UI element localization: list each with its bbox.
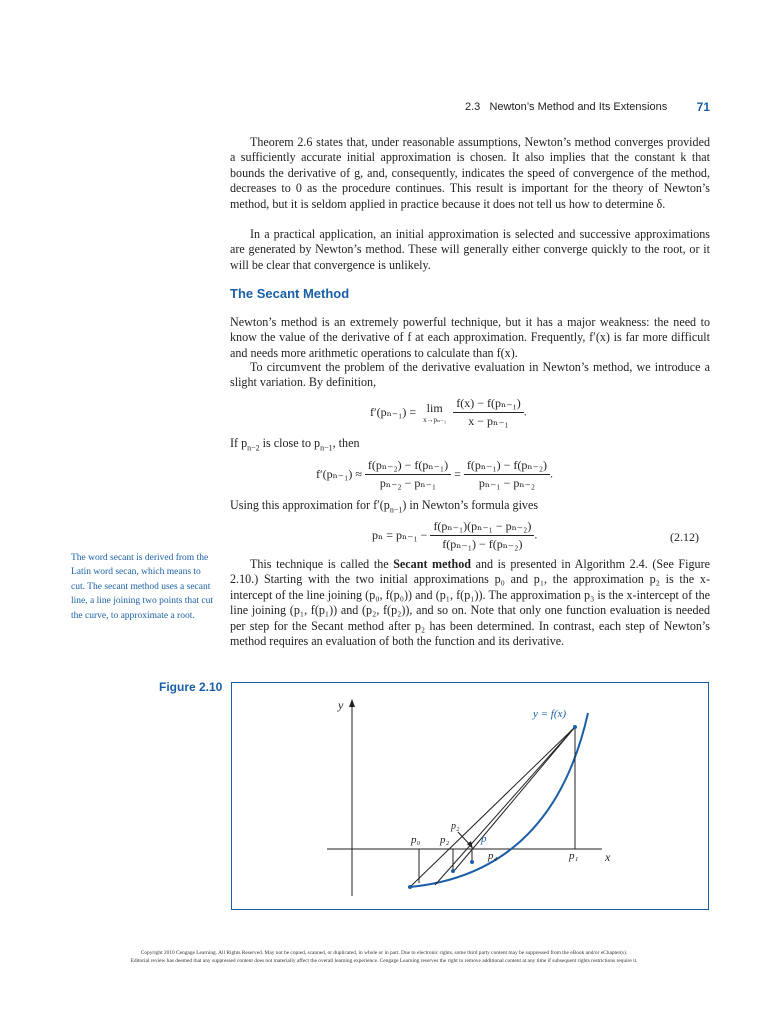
copyright-footer [40,949,728,965]
equation-secant-formula: pₙ = pₙ₋₁ − $\frac{\text{f(pₙ₋₁)(pₙ₋₁ − pₙ₋₂)}}{\text{f(pₙ₋₁) − f(pₙ₋₂)}}$ . [372,519,538,551]
point-f-p0 [408,885,412,889]
margin-note: The word secant is derived from the Latin word secan, which means to cut. The secant method uses a secant line, a line joining two points that cut the curve, to approximate a root. [71,553,213,621]
label-p0: p₀ [411,834,421,846]
label-p1: p₁ [569,850,579,862]
label-p3: p [481,833,487,845]
paragraph-circumvent: To circumvent the problem of the derivative evaluation in Newton’s method, we introduce a slight variation. By definition, [230,360,710,390]
paragraph-practical: In a practical application, an initial approximation is selected and successive approximations are generated by Newton’s method. These will generally either converge quickly to the root, or it will be clear that convergence is unlikely. [230,227,710,272]
secant-line-2 [435,727,575,885]
point-f-p3 [470,860,474,864]
point-f-p1 [573,725,577,729]
label-p4: p₄ [488,850,498,862]
paragraph-theorem: Theorem 2.6 states that, under reasonable assumptions, Newton’s method converges provided a sufficiently accurate initial approximation is chosen. It also implies that the constant k that bounds the derivative of g, and, consequently, indicates the speed of convergence of the method, decreases to 0 as the procedure continues. This result is important for the theory of Newton’s method, but it is seldom applied in practice because it does not tell us how to determine δ. [230,135,710,211]
y-axis-arrow [349,699,355,707]
paragraph-newton-weakness: Newton’s method is an extremely powerful technique, but it has a major weakness: the need to know the value of the derivative of f at each approximation. Frequently, f′(x) is far more difficult and needs more arithmetic operations to calculate than f(x). [230,315,710,360]
x-axis-label: x [605,850,611,864]
label-p2: p₂ [440,834,450,846]
equation-derivative-definition: f′(pₙ₋₁) = lim x→pₙ₋₁ $\frac{\text{f(x) − f(pₙ₋₁)}}{\text{x − pₙ₋₁}}$ . [370,396,527,428]
point-f-p2 [451,869,455,873]
text-if-close: If $p_{n-2}$ is close to $p_{n-1}$, then [230,436,360,453]
equation-derivative-approx: f′(pₙ₋₁) ≈ $\frac{\text{f(pₙ₋₂) − f(pₙ₋₁)}}{\text{pₙ₋₂ − pₙ₋₁}}$ = $\frac{\text{f(pₙ₋₁) − f(pₙ₋₂)}}{\text{pₙ₋₁ − pₙ₋₂}}$ . [316,458,554,490]
section-number: 2.3 Newton’s Method and Its Extensions [465,101,668,113]
running-header [430,100,712,116]
section-heading: The Secant Method [230,286,350,301]
paragraph-secant-technique: This technique is called the Secant method and is presented in Algorithm 2.4. (See Figure 2.10.) Starting with the two initial approximations p₀ and p₁, the approximation p₂ is the x-intercept of the line joining (p₀, f(p₀)) and (p₁, f(p₁)). The approximation p₃ is the x-intercept of the line joining (p₁, f(p₁)) and (p₂, f(p₂)), and so on. Note that only one function evaluation is needed per step for the Secant method after p₂ has been determined. In contrast, each step of Newton’s method requires an evaluation of both the function and its derivative. [230,557,710,649]
label-p2-top: p₂ [451,821,460,832]
curve-label: y = f(x) [533,708,567,720]
equation-number: (2.12) [670,530,699,544]
y-axis-label: y [338,698,344,712]
figure-label: Figure 2.10 [159,680,223,694]
footer-line-1: Copyright 2010 Cengage Learning. All Rights Reserved. May not be copied, scanned, or duplicated, in whole or in part. Due to electronic rights, some third party content may be suppressed from the eBook and/or eChapter(s). [140,950,628,956]
section-title: Newton’s Method and Its Extensions [489,101,668,113]
text-using-approximation: Using this approximation for $f'(p_{n-1})$ in Newton’s formula gives [230,498,539,515]
page-number: 71 [696,100,710,114]
footer-line-2: Editorial review has deemed that any suppressed content does not materially affect the overall learning experience. Cengage Learning reserves the right to remove additional content at any time if subsequent rights restrictions require it. [130,958,638,964]
figure-secant-diagram [231,682,709,910]
